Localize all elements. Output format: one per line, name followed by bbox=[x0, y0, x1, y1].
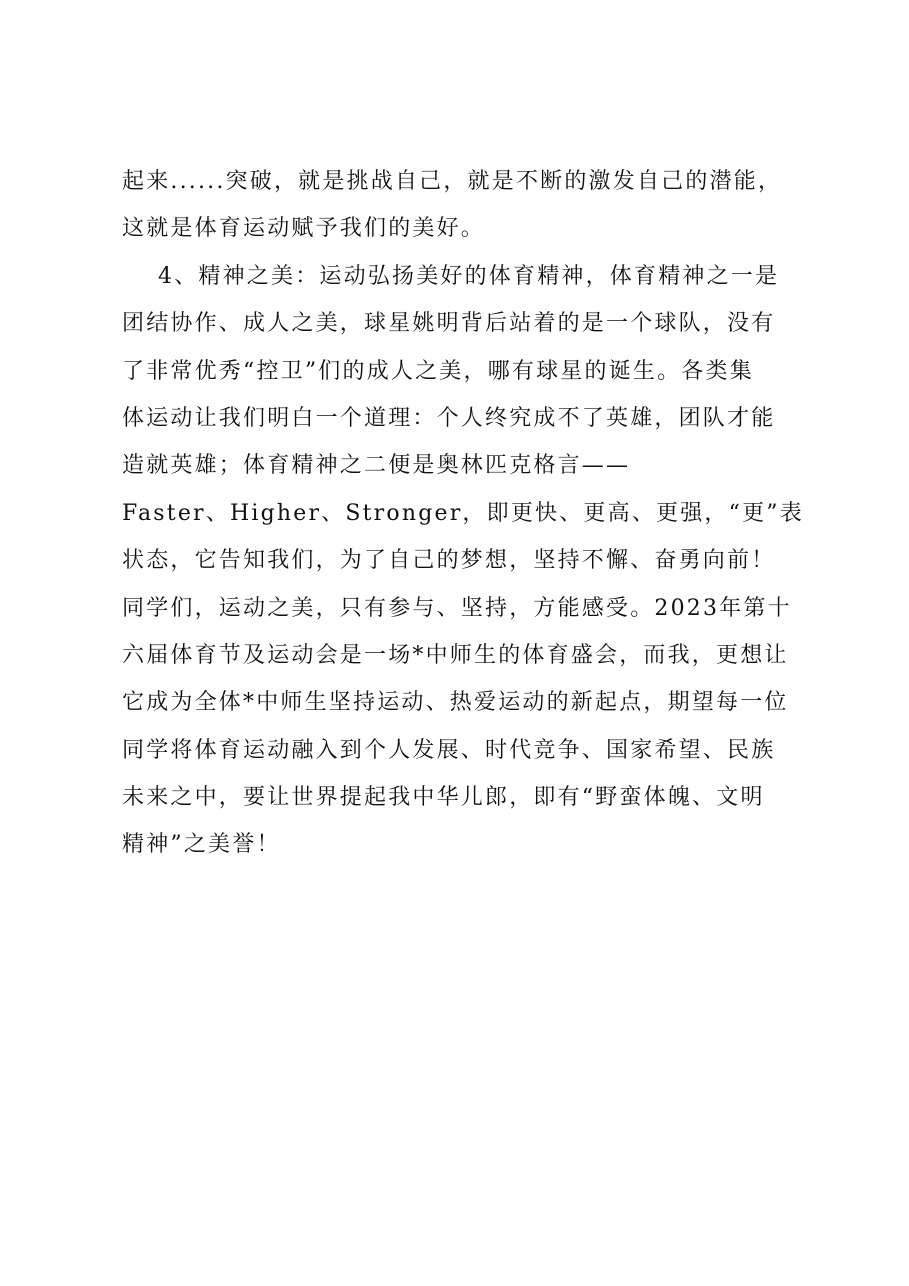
text-line: 造就英雄；体育精神之二便是奥林匹克格言—— bbox=[122, 453, 631, 479]
text-line: 起来......突破，就是挑战自己，就是不断的激发自己的潜能， bbox=[122, 169, 783, 194]
text-line: 它成为全体*中师生坚持运动、热爱运动的新起点，期望每一位 bbox=[122, 690, 789, 716]
text-line: 状态，它告知我们，为了自己的梦想，坚持不懈、奋勇向前！ bbox=[122, 548, 776, 574]
text-line: 体运动让我们明白一个道理：个人终究成不了英雄，团队才能 bbox=[122, 405, 776, 431]
text-line: 团结协作、成人之美，球星姚明背后站着的是一个球队，没有 bbox=[122, 311, 776, 337]
document-body bbox=[122, 158, 802, 869]
text-line: 精神”之美誉！ bbox=[122, 832, 281, 858]
text-line: 未来之中，要让世界提起我中华儿郎，即有“野蛮体魄、文明 bbox=[122, 785, 765, 811]
text-line: 同学将体育运动融入到个人发展、时代竞争、国家希望、民族 bbox=[122, 737, 776, 763]
paragraph-heading-line: 4、精神之美：运动弘扬美好的体育精神，体育精神之一是 bbox=[158, 263, 780, 289]
text-line: Faster、Higher、Stronger，即更快、更高、更强，“更”表 bbox=[122, 500, 804, 526]
text-line: 同学们，运动之美，只有参与、坚持，方能感受。2023年第十 bbox=[122, 595, 792, 621]
text-line: 这就是体育运动赋予我们的美好。 bbox=[122, 216, 486, 242]
text-line: 六届体育节及运动会是一场*中师生的体育盛会，而我，更想让 bbox=[122, 642, 789, 668]
text-line: 了非常优秀“控卫”们的成人之美，哪有球星的诞生。各类集 bbox=[122, 358, 754, 384]
